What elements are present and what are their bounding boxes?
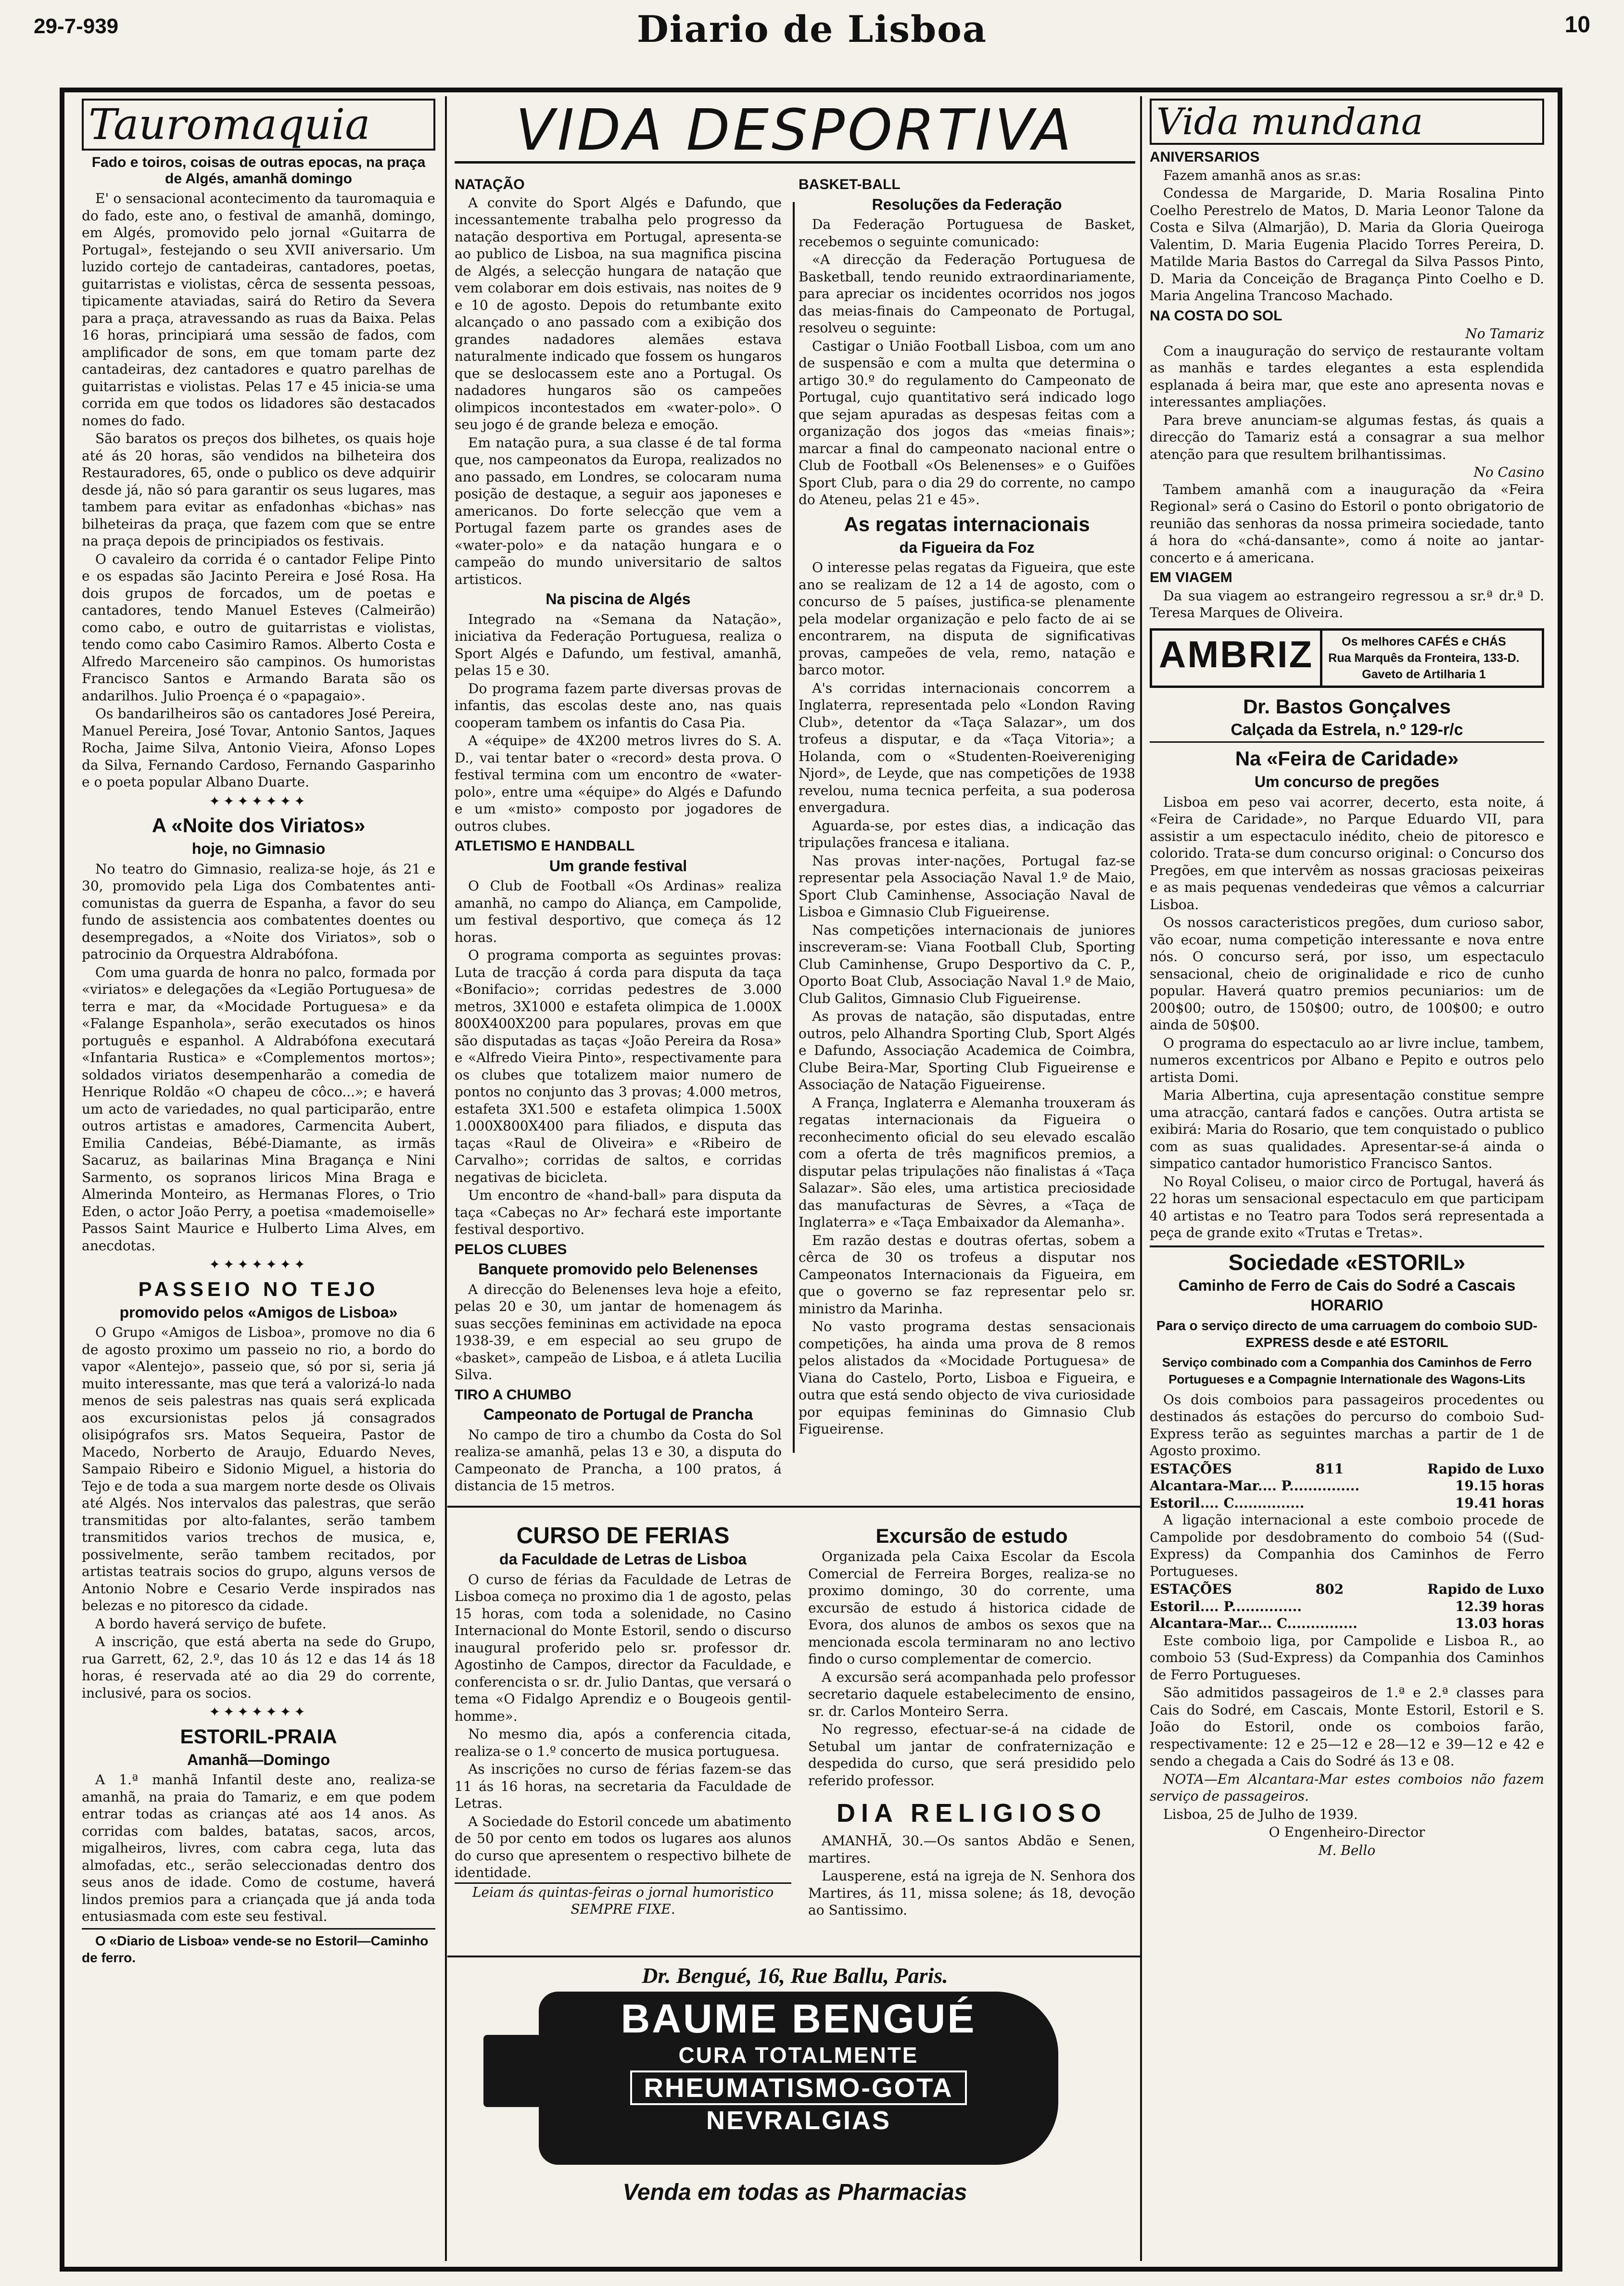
station: Estoril.... P............... — [1150, 1598, 1302, 1614]
timetable-col: ESTAÇÕES — [1150, 1460, 1232, 1477]
ad-brand: BAUME BENGUÉ — [621, 1996, 977, 2041]
subsection-tamariz: No Tamariz — [1465, 326, 1544, 342]
ambriz-info — [1322, 631, 1525, 686]
time: 13.03 horas — [1455, 1615, 1544, 1631]
article-paragraph: Tambem amanhã com a inauguração da «Feira Regional» será o Casino do Estoril o ponto obrigatorio de reunião das senhoras da nossa primeira sociedade, tanto á hora do «chá-dansante», como á noite ao jantar-concerto e á americana. — [1150, 481, 1544, 566]
article-paragraph: No vasto programa destas sensacionais competições, ha ainda uma prova de 8 remos pelos alistados da «Mocidade Portuguesa» de Viana do Castelo, Porto, Lisboa e Figueira, e outra que está sendo objecto de viva curiosidade por equipas femininas do Gimnasio Club Figueirense. — [799, 1319, 1135, 1437]
column-vida-mundana — [1150, 99, 1544, 2268]
ad-nevralgias: NEVRALGIAS — [706, 2106, 891, 2135]
article-paragraph: A inscrição, que está aberta na sede do Grupo, rua Garrett, 62, 2.º, das 10 ás 12 e das 14 ás 18 horas, é reservada até ao dia 29 do corrente, inclusivé, para os socios. — [82, 1634, 435, 1701]
article-paragraph: Para breve anunciam-se algumas festas, ás quais a direcção do Tamariz está a consagrar a sua melhor atenção para que resultem brilhantissimas. — [1150, 412, 1544, 462]
timetable-col: ESTAÇÕES — [1150, 1581, 1232, 1597]
column-rule — [1140, 96, 1142, 2261]
ad-ambriz — [1150, 628, 1544, 688]
article-paragraph: No teatro do Gimnasio, realiza-se hoje, ás 21 e 30, promovido pela Liga dos Combatentes anti-comunistas da guerra de Espanha, a favor do seu fundo de assistencia aos combatentes doentes ou desempregados, a «Noite dos Viriatos», sob o patrocinio da Orquestra Aldrabófona. — [82, 861, 435, 962]
time: 12.39 horas — [1455, 1598, 1544, 1614]
headline-excursao: Excursão de estudo — [875, 1524, 1068, 1547]
subheadline-gimnasio: hoje, no Gimnasio — [191, 840, 326, 857]
article-paragraph: Com uma guarda de honra no palco, formada por «viriatos» e delegações da «Legião Portuguesa» de terra e mar, da «Mocidade Portuguesa» e da «Falange Espanhola», serão executados os hinos português e espanhol. A Aldrabófona executará «Infantaria Rustica» e «Complementos mortos»; soldados viriatos desempenharão a comedia de Henrique Roldão «O chapeu de côco...»; e haverá um acto de variedades, no qual participarão, entre outros artistas e amadores, Carmencita Aubert, Emilia Candeias, Bébé-Diamante, as irmãs Sacaruz, as bailarinas Mina Bragança e Nini Sarmento, os sopranos liricos Mina Braga e Almerinda Monteiro, as Hermanas Flores, o Trio Eden, o actor João Perry, a poetisa «mademoiselle» Passos Saint Maurice e Hulberto Lima Alves, em anecdotas. — [82, 964, 435, 1254]
timetable-header — [1150, 1581, 1544, 1598]
article-paragraph: A Sociedade do Estoril concede um abatimento de 50 por cento em todos os lugares aos alunos do curso que apresentem o respectivo bilhete de identidade. — [455, 1813, 791, 1880]
ointment-tube — [539, 1992, 1058, 2165]
subheadline-federacao: Resoluções da Federação — [872, 195, 1062, 213]
article-paragraph: São baratos os preços dos bilhetes, os quais hoje até ás 20 horas, são vendidos na bilheteira dos Restauradores, 65, onde o publico os deve adquirir desde já, não só para garantir os seus lugares, mas tambem para evitar as enfadonhas «bichas» nas bilheteiras da praça, que fazem com que se entre na praça depois de principiados os festivais. — [82, 431, 435, 549]
ad-maker-address: Dr. Bengué, 16, Rue Ballu, Paris. — [642, 1963, 948, 1988]
article-curso-ferias — [455, 1520, 791, 1953]
timetable-row — [1150, 1598, 1544, 1615]
section-tiro: TIRO A CHUMBO — [455, 1386, 571, 1403]
time: 19.15 horas — [1455, 1478, 1544, 1494]
tube-cap-icon — [483, 2035, 541, 2107]
section-header-tauromaquia: Tauromaquia — [82, 99, 435, 151]
column-rule — [793, 202, 795, 1453]
timetable-col: Rapido de Luxo — [1427, 1460, 1544, 1477]
timetable-row — [1150, 1495, 1544, 1512]
article-paragraph: Organizada pela Caixa Escolar da Escola Comercial de Ferreira Borges, realiza-se no proximo domingo, 30 do corrente, uma excursão de estudo á historica cidade de Evora, dos alunos de ambos os sexos que na mencionada escola terminaram no ano lectivo findo o curso complementar de comercio. — [808, 1549, 1135, 1667]
article-paragraph: Integrado na «Semana da Natação», iniciativa da Federação Portuguesa, realiza o Sport Algés e Dafundo, um festival, amanhã, pelas 15 e 30. — [455, 611, 782, 678]
subheadline-prancha: Campeonato de Portugal de Prancha — [483, 1406, 753, 1423]
section-rule — [447, 1956, 1140, 1957]
headline-fado-toiros: Fado e toiros, coisas de outras epocas, na praça de Algés, amanhã domingo — [91, 154, 426, 187]
article-paragraph: A direcção do Belenenses leva hoje a efeito, pelas 20 e 30, um jantar de homenagem ás suas secções femininas em actividade na epoca 1938-39, e em especial ao seu grupo de «basket», campeão de Lisboa, e á atleta Lucilia Silva. — [455, 1281, 782, 1383]
article-paragraph: Aguarda-se, por estes dias, a indicação das tripulações francesa e italiana. — [799, 817, 1135, 851]
article-paragraph: A 1.ª manhã Infantil deste ano, realiza-se amanhã, na praia do Tamariz, e em que podem entrar todas as crianças até aos 14 anos. As corridas com baldes, batatas, sacos, arcos, migalheiros, livres, com cabra cega, luta das almofadas, etc., serão seleccionadas dentro dos seus anos de idade. Como de costume, haverá lindos premios para a criançada que já anda toda entusiasmada com este seu festival. — [82, 1772, 435, 1924]
advertisement-baume-bengue — [455, 1963, 1135, 2213]
subheadline-festival: Um grande festival — [549, 857, 687, 875]
separator-ornament: ✦✦✦✦✦✦✦ — [209, 1257, 308, 1272]
time: 19.41 horas — [1455, 1495, 1544, 1511]
subheadline-piscina: Na piscina de Algés — [546, 590, 691, 608]
article-paragraph: O programa do espectaculo ao ar livre inclue, tambem, numeros excentricos por Albano e Pepito e outros pelo artista Domi. — [1150, 1035, 1544, 1085]
article-paragraph: Condessa de Margaride, D. Maria Rosalina Pinto Coelho Perestrelo de Matos, D. Maria Leonor Talone da Costa e Silva (Almarjão), D. Maria da Gloria Queiroga Valentim, D. Maria Eugenia Placido Torres Pereira, D. Matilde Maria Bastos do Carregal da Silva Passos Pinto, D. Maria da Conceição de Bragança Pinto Coelho e D. Maria Angelina Trancoso Machado. — [1150, 185, 1544, 304]
article-paragraph: O curso de férias da Faculdade de Letras de Lisboa começa no proximo dia 1 de agosto, pelas 15 horas, com toda a solenidade, no Casino Internacional do Monte Estoril, sendo o discurso inaugural proferido pelo sr. professor dr. Agostinho de Campos, director da Faculdade, e conferencista o sr. dr. Julio Dantas, que versará o tema «O Fidalgo Aprendiz e o Bougeois gentil-homme». — [455, 1571, 791, 1724]
station: Estoril.... C............... — [1150, 1495, 1305, 1511]
ad-bastos-goncalves: Dr. Bastos Gonçalves — [1243, 695, 1451, 718]
article-paragraph: Os dois comboios para passageiros procedentes ou destinados ás estações do percurso do comboio Sud-Express terão as seguintes marchas a partir de 1 de Agosto proximo. — [1150, 1391, 1544, 1459]
horario-label: HORARIO — [1310, 1296, 1383, 1314]
article-paragraph: Este comboio liga, por Campolide e Lisboa R., ao comboio 53 (Sud-Express) da Companhia dos Caminhos de Ferro Portugueses. — [1150, 1632, 1544, 1683]
article-paragraph: O programa comporta as seguintes provas: Luta de tracção á corda para disputa da taça «Bonifacio»; corridas pedestres de 3.000 metros, 3X1000 e estafeta olimpica de 1.000X 800X400X200 para populares, provas em que são disputadas as taças «João Pereira da Rosa» e «Alfredo Vieira Pinto», respectivamente para os clubes que totalizem maior numero de pontos no conjunto das 3 provas; 4.000 metros, estafeta 3X1.500 e estafeta olimpica 1.500X 1.000X800X400 para filiados, e disputa das taças «Raul de Oliveira» e «Ribeiro de Carvalho»; corridas de saltos, e corridas negativas de bicicleta. — [455, 947, 782, 1185]
sales-note: O «Diario de Lisboa» vende-se no Estoril—Caminho de ferro. — [82, 1928, 435, 1967]
section-basket: BASKET-BALL — [799, 177, 901, 192]
train-number: 802 — [1315, 1581, 1344, 1597]
section-clubes: PELOS CLUBES — [455, 1241, 567, 1257]
article-paragraph: AMANHÃ, 30.—Os santos Abdão e Senen, martires. — [808, 1833, 1135, 1866]
article-paragraph: Da sua viagem ao estrangeiro regressou a sr.ª dr.ª D. Teresa Marques de Oliveira. — [1150, 587, 1544, 621]
headline-regatas: As regatas internacionais — [844, 512, 1090, 535]
column-tauromaquia — [82, 99, 435, 2268]
article-paragraph: Nas provas inter-nações, Portugal faz-se representar pela Associação Naval 1.º de Maio, Sport Club Caminhense, Associação Naval de Lisboa e Gimnasio Club Figueirense. — [799, 852, 1135, 920]
station: Alcantara-Mar... C............... — [1150, 1615, 1358, 1631]
headline-feira-caridade: Na «Feira de Caridade» — [1235, 747, 1459, 770]
nota: NOTA—Em Alcantara-Mar estes comboios não fazem serviço de passageiros. — [1150, 1771, 1544, 1804]
article-paragraph: No campo de tiro a chumbo da Costa do Sol realiza-se amanhã, pelas 13 e 30, a disputa do Campeonato de Prancha, a 100 pratos, á distancia de 15 metros. — [455, 1426, 782, 1494]
article-paragraph: A França, Inglaterra e Alemanha trouxeram ás regatas internacionais da Figueira o reconhecimento oficial do seu elevado escalão com a oferta de três magnificos premios, a disputar pelas tripulações não finalistas á «Taça Salazar». São eles, uma artistica preciosidade das manufacturas de Sèvres, a «Taça de Inglaterra» e «Taça Embaixador da Alemanha». — [799, 1094, 1135, 1230]
headline-noite-viriatos: A «Noite dos Viriatos» — [152, 814, 366, 837]
section-aniversarios: ANIVERSARIOS — [1150, 149, 1260, 165]
subheadline-pregoes: Um concurso de pregões — [1254, 773, 1440, 790]
column-desportiva-left — [455, 173, 782, 1501]
section-em-viagem: EM VIAGEM — [1150, 570, 1232, 585]
article-paragraph: O Grupo «Amigos de Lisboa», promove no dia 6 de agosto proximo um passeio no rio, a bordo do vapor «Alentejo», passeio que, só por si, seria já muito interessante, mas que terá a valorizá-lo nada menos de seis palestras nas quais será explicada aos excursionistas pelos já consagrados olisipógrafos srs. Matos Sequeira, Pastor de Macedo, Norberto de Araujo, Eduardo Neves, Sampaio Ribeiro e Sidonio Miguel, a historia do Tejo e de toda a sua margem norte desde os Olivais até Algés. Nos intervalos das palestras, que serão transmitidas por alto-falantes, serão tambem transmitidos varios trechos de musica, e, possivelmente, serão tambem recitados, por artistas teatrais socios do grupo, alguns versos de Antonio Nobre e Cesario Verde inspirados nas belezas e no pitoresco da cidade. — [82, 1324, 435, 1613]
article-excursao — [808, 1520, 1135, 1953]
ambriz-logo: AMBRIZ — [1152, 631, 1322, 686]
subheadline-caminho-ferro: Caminho de Ferro de Cais do Sodré a Cascais — [1178, 1276, 1516, 1294]
article-paragraph: Com a inauguração do serviço de restaurante voltam as manhãs e tardes elegantes a esta esplendida esplanada á beira mar, que este ano apresenta novas e interessantes ampliações. — [1150, 343, 1544, 410]
section-rule — [447, 1506, 1140, 1508]
timetable-header — [1150, 1460, 1544, 1478]
article-paragraph: Os nossos caracteristicos pregões, dum curioso sabor, vão ecoar, numa competição interessante e nova entre nós. O concurso será, por isso, um espectaculo sensacional, cheio de originalidade e rico de cunho popular. Haverá quatro premios pecuniarios: um de 200$00; outro, de 150$00; outro, de 100$00; e outro ainda de 50$00. — [1150, 914, 1544, 1033]
article-paragraph: As provas de natação, são disputadas, entre outros, pelo Alhandra Sporting Club, Sport Algés e Dafundo, Associação Academica de Coimbra, Clube Beira-Mar, Sporting Club Figueirense e Associação de Natação Figueirense. — [799, 1008, 1135, 1092]
column-rule — [445, 96, 447, 2261]
article-paragraph: Castigar o União Football Lisboa, com um ano de suspensão e com a multa que determina o artigo 30.º do regulamento do Campeonato de Portugal, cujo quantitativo será indicado logo que sejam apuradas as despesas feitas com a organização dos jogos das «meias finais»; marcar a final do campeonato nacional entre o Club de Football «Os Belenenses» e o Guifões Sport Club, para o dia 29 do corrente, no campo do Ateneu, pelas 21 e 45». — [799, 338, 1135, 508]
article-paragraph: O Club de Football «Os Ardinas» realiza amanhã, no campo do Aliança, em Campolide, um festival desportivo, que começa ás 12 horas. — [455, 878, 782, 945]
article-paragraph: No Royal Coliseu, o maior circo de Portugal, haverá ás 22 horas um sensacional espectaculo em que participam 40 artistas e no Teatro para Todos será representada a peça de grande exito «Trutas e Tretas». — [1150, 1173, 1544, 1241]
subheadline-belenenses: Banquete promovido pelo Belenenses — [478, 1260, 758, 1278]
train-number: 811 — [1315, 1460, 1344, 1477]
subheadline-faculdade: da Faculdade de Letras de Lisboa — [499, 1550, 747, 1568]
masthead — [0, 6, 1624, 49]
article-paragraph: Nas competições internacionais de juniores inscreveram-se: Viana Football Club, Sporting Club Caminhense, Grupo Desportivo da C. P., Oporto Boat Club, Associação Naval 1.º de Maio, Club Galitos, Gimnasio Club Figueirense. — [799, 922, 1135, 1006]
section-atletismo: ATLETISMO E HANDBALL — [455, 838, 635, 854]
headline-dia-religioso: DIA RELIGIOSO — [836, 1799, 1107, 1828]
article-paragraph: «A direcção da Federação Portuguesa de Basketball, tendo reunido extraordinariamente, para apreciar os incidentes ocorridos nos jogos das meias-finais do Campeonato de Portugal, resolveu o seguinte: — [799, 252, 1135, 336]
article-paragraph: A «équipe» de 4X200 metros livres do S. A. D., vai tentar bater o «record» desta prova. O festival termina com um encontro de «water-polo», entre uma «équipe» do Algés e Dafundo e um «misto» composto por jogadores de outros clubes. — [455, 733, 782, 834]
article-paragraph: Da Federação Portuguesa de Basket, recebemos o seguinte comunicado: — [799, 216, 1135, 250]
article-paragraph: O interesse pelas regatas da Figueira, que este ano se realizam de 12 a 14 de agosto, com o concurso de 5 países, justifica-se plenamente pela modelar organização e pelo facto de ai se encontrarem, na disputa de significativas provas, campeões de vela, remo, natação e barco motor. — [799, 559, 1135, 678]
separator-ornament: ✦✦✦✦✦✦✦ — [209, 793, 308, 809]
separator-ornament: ✦✦✦✦✦✦✦ — [209, 1704, 308, 1720]
wagons-lits-notice: Serviço combinado com a Companhia dos Caminhos de Ferro Portugueses e a Compagnie Internationale des Wagons-Lits — [1162, 1355, 1532, 1386]
article-paragraph: As inscrições no curso de férias fazem-se das 11 ás 16 horas, na secretaria da Faculdade de Letras. — [455, 1761, 791, 1811]
article-paragraph: O cavaleiro da corrida é o cantador Felipe Pinto e os espadas são Jacinto Pereira e José Rosa. Ha dois grupos de forcados, um de poetas e cantadores, tendo Manuel Esteves (Calmeirão) como cabo, e outro de guitarristas e violistas, tendo como cabo Casimiro Ramos. Alberto Costa e Alfredo Marceneiro são campinos. Os humoristas Francisco Santos e Armando Barata são os andarilhos. Julio Proença é o «papagaio». — [82, 551, 435, 704]
ad-rheumatismo: RHEUMATISMO-GOTA — [630, 2070, 966, 2105]
section-natacao: NATAÇÃO — [455, 177, 525, 192]
headline-sociedade-estoril: Sociedade «ESTORIL» — [1150, 1245, 1544, 1274]
article-paragraph: Os bandarilheiros são os cantadores José Pereira, Manuel Pereira, José Tovar, Antonio Santos, Jaques Rocha, Jaime Silva, Antonio Vieira, Afonso Lopes da Silva, Fernando Cardoso, Fernando Gasparinho e o poeta popular Albano Duarte. — [82, 706, 435, 790]
subheadline-domingo: Amanhã—Domingo — [187, 1751, 330, 1768]
article-paragraph: E' o sensacional acontecimento da tauromaquia e do fado, este ano, o festival de amanhã, domingo, em Algés, promovido pelo jornal «Guitarra de Portugal», festejando o seu XVII aniversario. Um luzido cortejo de cantadeiras, cantadores, poetas, guitarristas e violistas, cêrca de sessenta pessoas, tipicamente ataviadas, sairá do Retiro da Severa para a praça, atravessando as ruas da Baixa. Pelas 16 horas, principiará uma sessão de fados, com amplificador de sons, em que tomam parte dez cantadeiras, dez cantadores e quatro parelhas de guitarristas e violistas. Pelas 17 e 45 inicia-se uma corrida em que todos os lidadores são destacados nomes do fado. — [82, 190, 435, 429]
signature-title: O Engenheiro-Director — [1269, 1824, 1425, 1840]
headline-estoril-praia: ESTORIL-PRAIA — [180, 1725, 337, 1748]
ambriz-line: Gaveto de Artilharia 1 — [1362, 667, 1486, 681]
signature-name: M. Bello — [1318, 1842, 1376, 1858]
ad-tagline: Venda em todas as Pharmacias — [622, 2180, 967, 2205]
bastos-address: Calçada da Estrela, n.º 129-r/c — [1150, 722, 1544, 743]
article-paragraph: A bordo haverá serviço de bufete. — [95, 1615, 327, 1632]
column-desportiva-right — [799, 173, 1135, 1501]
section-header-vida-mundana: Vida mundana — [1150, 99, 1544, 145]
article-paragraph: Maria Albertina, cuja apresentação constitue sempre uma atracção, cantará fados e canções. Outra artista se exibirá: Maria do Rosario, que tem conquistado o publico com as suas qualidades. Apresentar-se-á ainda o simpatico cantador humoristico Francisco Santos. — [1150, 1087, 1544, 1171]
subheadline-amigos-lisboa: promovido pelos «Amigos de Lisboa» — [119, 1303, 398, 1321]
article-paragraph: Um encontro de «hand-ball» para disputa da taça «Cabeças no Ar» fechará este importante festival desportivo. — [455, 1187, 782, 1237]
subheadline-figueira: da Figueira da Foz — [899, 538, 1035, 556]
article-paragraph: A convite do Sport Algés e Dafundo, que incessantemente trabalha pelo progresso da natação desportiva em Portugal, apresenta-se ao publico de Lisboa, na sua magnifica piscina de Algés, a selecção hungara de natação que vem colaborar em dois estivais, nas noites de 9 e 10 de agosto. Depois do retumbante exito alcançado o ano passado com a exibição dos grandes nadadores alemães estava naturalmente indicado que fossem os hungaros que se deslocassem este ano a Portugal. Os nadadores hungaros são os campeões olimpicos incontestados em «water-polo». O seu jogo é de grande beleza e emoção. — [455, 194, 782, 432]
article-paragraph: São admitidos passageiros de 1.ª e 2.ª classes para Cais do Sodré, em Cascais, Monte Estoril, Estoril e S. João do Estoril, onde os comboios farão, respectivamente: 12 e 25—12 e 28—12 e 39—12 e 42 e sendo a chegada a Cais do Sodré ás 13 e 08. — [1150, 1685, 1544, 1769]
article-paragraph: Lisboa em peso vai acorrer, decerto, esta noite, á «Feira de Caridade», no Parque Eduardo VII, para assistir a um espectaculo inédito, cheio de pitoresco e colorido. Trata-se dum concurso original: o Concurso dos Pregões, em que intervêm as nossas graciosas peixeiras e as mais pequenas vendedeiras que vêmos a calcurriar Lisboa. — [1150, 794, 1544, 913]
dateline: Lisboa, 25 de Julho de 1939. — [1163, 1806, 1358, 1822]
article-paragraph: Do programa fazem parte diversas provas de infantis, das escolas deste ano, nas quais cooperam tambem os infantis do Casa Pia. — [455, 680, 782, 731]
ambriz-line: Rua Marquês da Fronteira, 133-D. — [1328, 651, 1520, 665]
timetable-row — [1150, 1615, 1544, 1632]
headline-curso-ferias: CURSO DE FERIAS — [516, 1523, 730, 1549]
article-paragraph: Em razão destas e doutras ofertas, sobem a cêrca de 30 os trofeus a disputar nos Campeonatos Internacionais da Figueira, em que o governo se faz representar pelo sr. ministro da Marinha. — [799, 1232, 1135, 1317]
article-paragraph: Lausperene, está na igreja de N. Senhora dos Martires, ás 11, missa solene; ás 18, devoção ao Santissimo. — [808, 1868, 1135, 1918]
timetable-row — [1150, 1477, 1544, 1495]
ambriz-line: Os melhores CAFÉS e CHÁS — [1342, 635, 1506, 648]
sud-express-notice: Para o serviço directo de uma carruagem do comboio SUD-EXPRESS desde e até ESTORIL — [1156, 1318, 1537, 1350]
subsection-casino: No Casino — [1473, 464, 1544, 480]
article-paragraph: No regresso, efectuar-se-á na cidade de Setubal um jantar de confraternização e despedida do curso, que será presidido pelo referido professor. — [808, 1721, 1135, 1789]
headline-passeio-tejo: PASSEIO NO TEJO — [138, 1277, 379, 1300]
station: Alcantara-Mar.... P............... — [1150, 1478, 1360, 1494]
timetable-col: Rapido de Luxo — [1427, 1581, 1544, 1597]
article-paragraph: Em natação pura, a sua classe é de tal forma que, nos campeonatos da Europa, realizados no ano passado, em Londres, se colocaram numa posição de destaque, a seguir aos japoneses e americanos. Do forte selecção que vem a Portugal fazem parte os grandes ases de «water-polo» e da natação hungara e o campeão do mundo universitario de saltos artisticos. — [455, 434, 782, 587]
section-costa-sol: NA COSTA DO SOL — [1150, 307, 1282, 324]
sempre-fixe-note: Leiam ás quintas-feiras o jornal humoristico SEMPRE FIXE. — [455, 1882, 791, 1918]
article-paragraph: A excursão será acompanhada pelo professor secretario daquele estabelecimento de ensino, sr. dr. Carlos Monteiro Serra. — [808, 1669, 1135, 1719]
ad-cura: CURA TOTALMENTE — [678, 2043, 919, 2068]
issue-date: 29-7-939 — [34, 14, 119, 38]
newspaper-title: Diario de Lisboa — [636, 8, 988, 51]
banner-vida-desportiva: VIDA DESPORTIVA — [455, 99, 1135, 164]
page-number: 10 — [1564, 12, 1590, 38]
article-paragraph: No mesmo dia, após a conferencia citada, realiza-se o 1.º concerto de musica portuguesa. — [455, 1726, 791, 1759]
article-paragraph: A's corridas internacionais concorrem a Inglaterra, representada pelo «London Raving Club», detentor da «Taça Salazar», um dos trofeus a disputar, e da «Taça Vitoria»; a Holanda, com o «Studenten-Roeivereniging Njord», de Leyde, que nas competições de 1938 revelou, numa tecnica perfeita, a sua poderosa envergadura. — [799, 680, 1135, 815]
article-paragraph: A ligação internacional a este comboio procede de Campolide por desdobramento do comboio 54 ((Sud-Express) da Companhia dos Caminhos de Ferro Portugueses. — [1150, 1512, 1544, 1579]
article-paragraph: Fazem amanhã anos as sr.as: — [1163, 167, 1361, 183]
